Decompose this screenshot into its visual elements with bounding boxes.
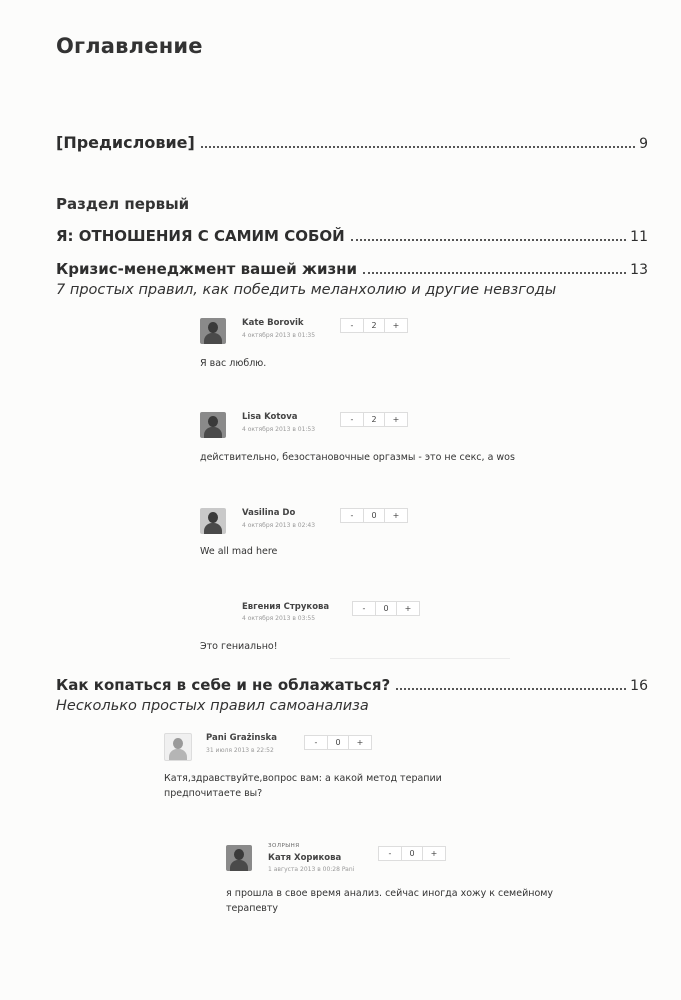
comment-author: Катя Хорикова xyxy=(268,853,342,863)
vote-up-button[interactable]: + xyxy=(422,846,446,861)
toc-label: [Предисловие] xyxy=(56,133,195,152)
comment-text: We all mad here xyxy=(200,546,278,557)
toc-entry-section-one[interactable] xyxy=(56,227,648,245)
vote-up-button[interactable]: + xyxy=(396,601,420,616)
vote-down-button[interactable]: - xyxy=(378,846,402,861)
vote-count: 0 xyxy=(364,508,384,523)
toc-entry-crisis[interactable] xyxy=(56,260,648,278)
comment-text: Это гениально! xyxy=(200,641,278,652)
comment-text: Катя,здравствуйте,вопрос вам: а какой метод терапии предпочитаете вы? xyxy=(164,773,442,799)
vote-count: 0 xyxy=(376,601,396,616)
comment-date: 4 октября 2013 в 01:53 xyxy=(242,426,316,433)
toc-entry-self-analysis[interactable] xyxy=(56,676,648,694)
vote-up-button[interactable]: + xyxy=(348,735,372,750)
toc-subtitle: 7 простых правил, как победить меланхолию и другие невзгоды xyxy=(56,282,557,298)
toc-label: Как копаться в себе и не облажаться? xyxy=(56,676,391,694)
toc-page-number: 9 xyxy=(639,136,648,152)
vote-widget xyxy=(304,735,372,750)
page-title: Оглавление xyxy=(56,34,203,58)
divider xyxy=(330,658,510,659)
toc-leader xyxy=(351,239,626,241)
comment-date: 31 июля 2013 в 22:52 xyxy=(206,747,274,754)
toc-leader xyxy=(201,146,635,148)
comment xyxy=(200,318,430,378)
comment xyxy=(200,601,460,656)
comment xyxy=(164,733,544,803)
toc-leader xyxy=(396,688,626,690)
vote-count: 0 xyxy=(328,735,348,750)
comment-date: 1 августа 2013 в 00:28 Pani xyxy=(268,866,355,873)
vote-up-button[interactable]: + xyxy=(384,318,408,333)
toc-page-number: 11 xyxy=(630,229,648,245)
toc-entry-preface[interactable] xyxy=(56,133,648,152)
toc-subtitle: Несколько простых правил самоанализа xyxy=(56,698,369,714)
vote-count: 2 xyxy=(364,412,384,427)
comment-date: 4 октября 2013 в 01:35 xyxy=(242,332,316,339)
comment-author: Vasilina Do xyxy=(242,508,296,518)
comment-author: Евгения Струкова xyxy=(242,602,330,612)
vote-down-button[interactable]: - xyxy=(340,412,364,427)
avatar xyxy=(200,412,226,438)
vote-down-button[interactable]: - xyxy=(340,508,364,523)
comment-author: Lisa Kotova xyxy=(242,412,298,422)
vote-up-button[interactable]: + xyxy=(384,508,408,523)
comment-date: 4 октября 2013 в 02:43 xyxy=(242,522,316,529)
comment xyxy=(200,412,530,472)
vote-widget xyxy=(352,601,420,616)
comment-date: 4 октября 2013 в 03:55 xyxy=(242,615,316,622)
vote-count: 2 xyxy=(364,318,384,333)
vote-count: 0 xyxy=(402,846,422,861)
avatar xyxy=(200,508,226,534)
comment-text: я прошла в свое время анализ. сейчас иногда хожу к семейному терапевту xyxy=(226,888,554,914)
section-label: Раздел первый xyxy=(56,195,190,213)
avatar xyxy=(164,733,192,761)
vote-up-button[interactable]: + xyxy=(384,412,408,427)
comment-badge: ЗОЛРЫНЯ xyxy=(268,843,300,849)
toc-page-number: 16 xyxy=(630,678,648,694)
comment-author: Pani Grażinska xyxy=(206,733,277,743)
vote-widget xyxy=(340,318,408,333)
vote-widget xyxy=(340,508,408,523)
vote-down-button[interactable]: - xyxy=(352,601,376,616)
toc-label: Я: ОТНОШЕНИЯ С САМИМ СОБОЙ xyxy=(56,227,345,245)
vote-widget xyxy=(340,412,408,427)
avatar xyxy=(226,845,252,871)
vote-widget xyxy=(378,846,446,861)
comment xyxy=(226,843,576,923)
avatar xyxy=(200,318,226,344)
vote-down-button[interactable]: - xyxy=(340,318,364,333)
comment-author: Kate Borovik xyxy=(242,318,304,328)
toc-leader xyxy=(363,272,626,274)
toc-page-number: 13 xyxy=(630,262,648,278)
comment-text: действительно, безостановочные оргазмы - это не секс, а wos xyxy=(200,452,515,463)
comment-text: Я вас люблю. xyxy=(200,358,267,369)
comment xyxy=(200,508,430,568)
vote-down-button[interactable]: - xyxy=(304,735,328,750)
toc-label: Кризис-менеджмент вашей жизни xyxy=(56,260,358,278)
